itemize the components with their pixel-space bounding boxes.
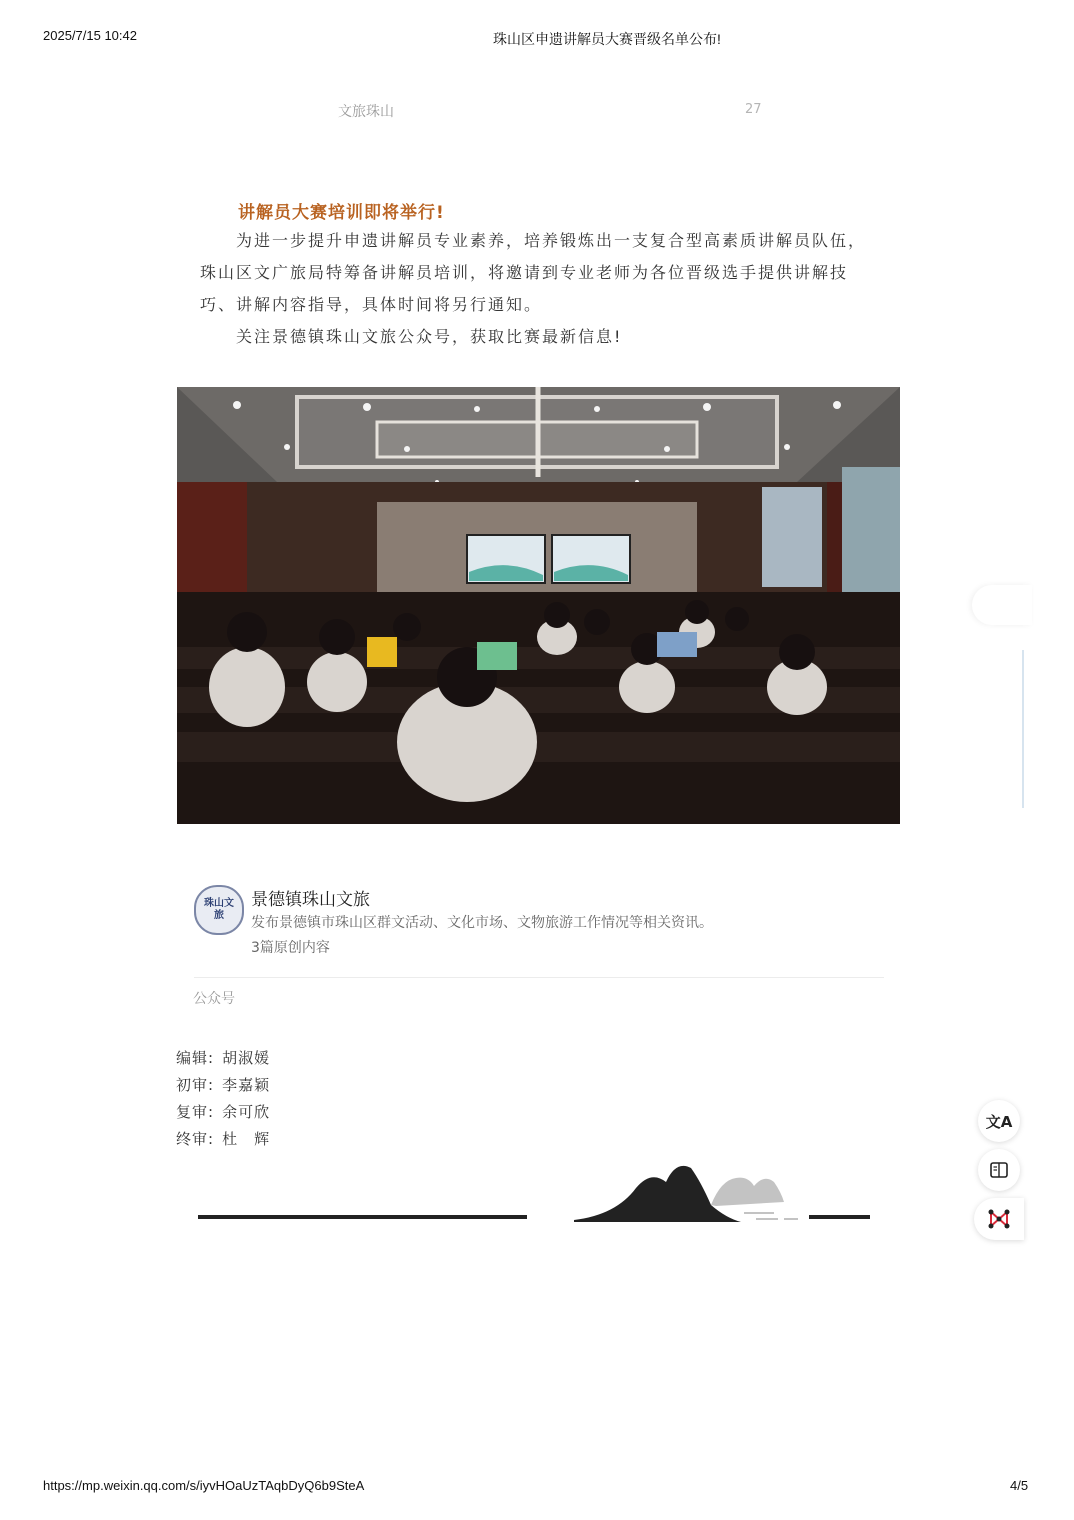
credit-second-review bbox=[176, 1101, 270, 1128]
credit-label: 初审: bbox=[176, 1076, 215, 1094]
credit-label: 编辑: bbox=[176, 1049, 215, 1067]
reader-icon bbox=[990, 1162, 1008, 1178]
translate-icon: 文A bbox=[985, 1112, 1013, 1131]
account-name[interactable]: 景德镇珠山文旅 bbox=[251, 890, 370, 910]
print-url: https://mp.weixin.qq.com/s/iyvHOaUzTAqbDyQ6b9SteA bbox=[43, 1478, 365, 1493]
credit-value: 胡淑媛 bbox=[222, 1049, 271, 1067]
account-type-label: 公众号 bbox=[193, 991, 235, 1007]
ai-network-icon bbox=[987, 1208, 1011, 1230]
card-divider bbox=[194, 977, 884, 978]
credits-block bbox=[176, 1047, 270, 1155]
print-page-number: 4/5 bbox=[1010, 1478, 1029, 1493]
account-description: 发布景德镇市珠山区群文活动、文化市场、文物旅游工作情况等相关资讯。 bbox=[251, 915, 713, 931]
paragraph-1-line-3: 巧、讲解内容指导，具体时间将另行通知。 bbox=[200, 295, 543, 314]
print-datetime: 2025/7/15 10:42 bbox=[43, 28, 137, 43]
avatar-seal-text: 珠山文旅 bbox=[204, 898, 234, 921]
credit-label: 复审: bbox=[176, 1103, 215, 1121]
account-original-count: 3篇原创内容 bbox=[251, 940, 330, 956]
credit-label: 终审: bbox=[176, 1130, 215, 1148]
credit-first-review bbox=[176, 1074, 270, 1101]
credit-final-review bbox=[176, 1128, 270, 1155]
side-scroll-track bbox=[1022, 650, 1024, 808]
paragraph-1-line-2: 珠山区文广旅局特筹备讲解员培训，将邀请到专业老师为各位晋级选手提供讲解技 bbox=[200, 263, 849, 282]
account-avatar[interactable] bbox=[194, 885, 244, 935]
section-title: 讲解员大赛培训即将举行! bbox=[238, 203, 445, 223]
training-hall-photo[interactable] bbox=[177, 387, 900, 824]
translate-button[interactable] bbox=[978, 1100, 1020, 1142]
credit-value: 李嘉颖 bbox=[222, 1076, 271, 1094]
mountain-divider-ornament bbox=[196, 1160, 872, 1226]
paragraph-1-line-1: 为进一步提升申遗讲解员专业素养，培养锻炼出一支复合型高素质讲解员队伍， bbox=[236, 231, 867, 250]
read-count: 27 bbox=[745, 102, 762, 117]
floating-tab[interactable] bbox=[972, 585, 1032, 625]
print-page-title: 珠山区申遗讲解员大赛晋级名单公布! bbox=[493, 31, 721, 47]
credit-editor bbox=[176, 1047, 270, 1074]
ai-assistant-button[interactable] bbox=[974, 1198, 1024, 1240]
photo-illustration bbox=[177, 387, 900, 824]
article-source[interactable]: 文旅珠山 bbox=[338, 104, 394, 120]
credit-value: 杜 辉 bbox=[222, 1130, 271, 1148]
paragraph-2: 关注景德镇珠山文旅公众号，获取比赛最新信息! bbox=[236, 327, 623, 346]
reader-mode-button[interactable] bbox=[978, 1149, 1020, 1191]
credit-value: 余可欣 bbox=[222, 1103, 271, 1121]
